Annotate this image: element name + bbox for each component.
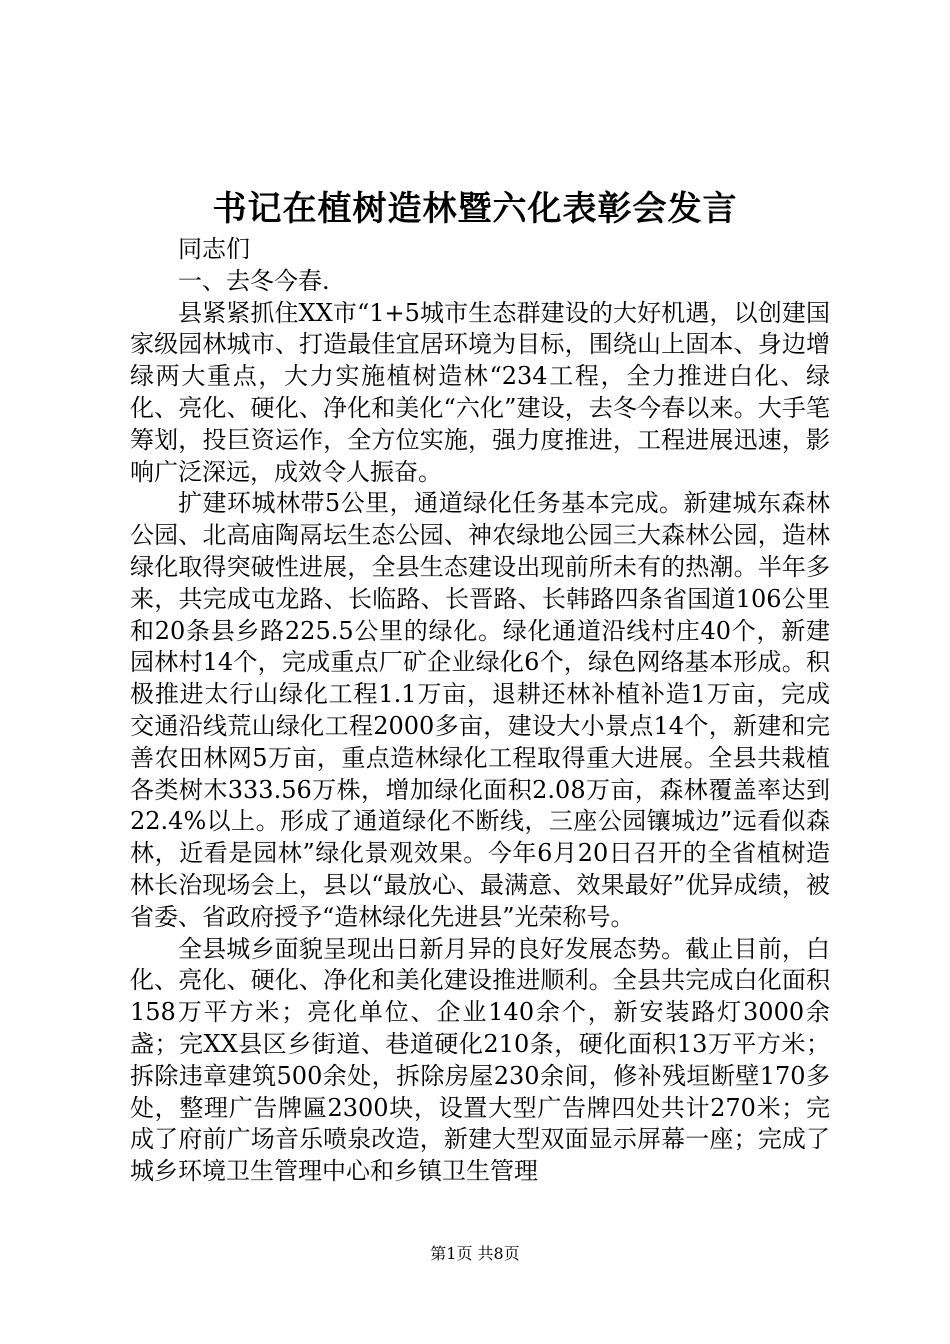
page-number: 第1页 共8页 bbox=[430, 1244, 520, 1263]
document-title: 书记在植树造林暨六化表彰会发言 bbox=[212, 189, 738, 229]
section-heading: 一、去冬今春. bbox=[178, 266, 330, 295]
paragraph: 扩建环城林带5公里，通道绿化任务基本完成。新建城东森林公园、北高庙陶鬲坛生态公园、神农绿地公园三大森林公园，造林绿化取得突破性进展，全县生态建设出现前所未有的热潮。半年多来，共完成屯龙路、长临路、长晋路、长韩路四条省国道106公里和20条县乡路225.5公里的绿化。绿化通道沿线村庄40个，新建园林村14个，完成重点厂矿企业绿化6个，绿色网络基本形成。积极推进太行山绿化工程1.1万亩，退耕还林补植补造1万亩，完成交通沿线荒山绿化工程2000多亩，建设大小景点14个，新建和完善农田林网5万亩，重点造林绿化工程取得重大进展。全县共栽植各类树木333.56万株，增加绿化面积2.08万亩，森林覆盖率达到22.4%以上。形成了通道绿化不断线，三座公园镶城边”远看似森林，近看是园林”绿化景观效果。今年6月20日召开的全省植树造林长治现场会上，县以“最放心、最满意、效果最好”优异成绩，被省委、省政府授予“造林绿化先进县”光荣称号。 bbox=[130, 489, 830, 931]
paragraph: 县紧紧抓住XX市“1+5城市生态群建设的大好机遇，以创建国家级园林城市、打造最佳宜居环境为目标，围绕山上固本、身边增绿两大重点，大力实施植树造林“234工程，全力推进白化、绿化、亮化、硬化、净化和美化“六化”建设，去冬今春以来。大手笔筹划，投巨资运作，全方位实施，强力度推进，工程进展迅速，影响广泛深远，成效令人振奋。 bbox=[130, 298, 830, 486]
salutation: 同志们 bbox=[178, 235, 250, 263]
document-body bbox=[130, 234, 830, 1188]
paragraph: 全县城乡面貌呈现出日新月异的良好发展态势。截止目前，白化、亮化、硬化、净化和美化建设推进顺利。全县共完成白化面积158万平方米；亮化单位、企业140余个，新安装路灯3000余盏；完XX县区乡街道、巷道硬化210条，硬化面积13万平方米；拆除违章建筑500余处，拆除房屋230余间，修补残垣断壁170多处，整理广告牌匾2300块，设置大型广告牌四处共计270米；完成了府前广场音乐喷泉改造，新建大型双面显示屏幕一座；完成了城乡环境卫生管理中心和乡镇卫生管理 bbox=[130, 934, 830, 1186]
